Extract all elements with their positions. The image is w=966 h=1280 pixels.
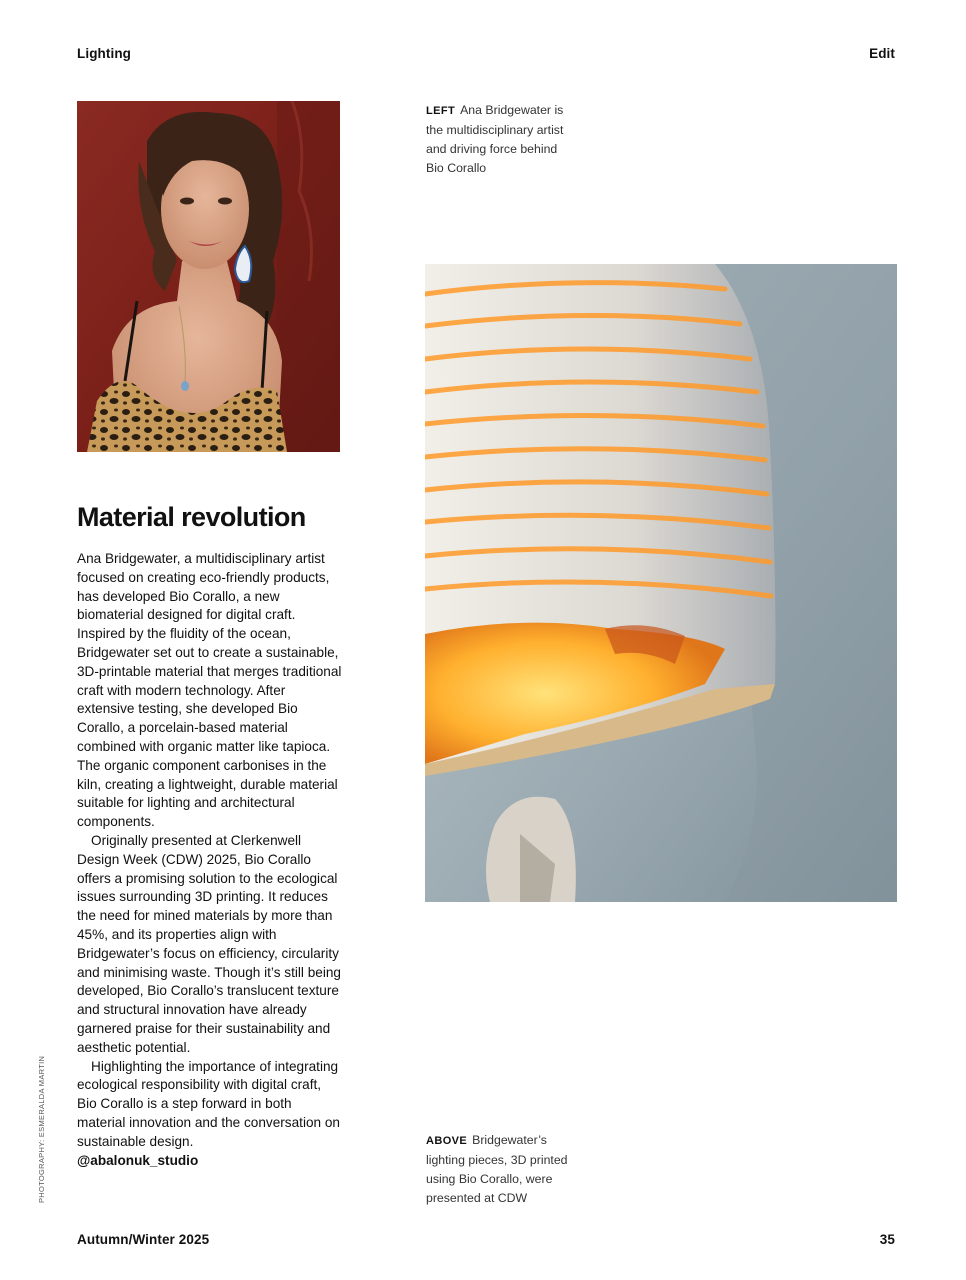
caption-line: using Bio Corallo, were	[426, 1172, 553, 1186]
caption-line: Bridgewater’s	[472, 1133, 547, 1147]
portrait-image	[77, 101, 340, 452]
category-label: Edit	[869, 46, 895, 61]
article-paragraph: Highlighting the importance of integrating ecological responsibility with digital craft, Bio Corallo is a step forward in both material innovation and the conversation on sustainable design.	[77, 1058, 340, 1149]
lamp-caption	[426, 1131, 606, 1208]
caption-label: ABOVE	[426, 1135, 468, 1147]
lamp-photo	[425, 264, 897, 902]
article-title: Material revolution	[77, 502, 306, 532]
caption-line: lighting pieces, 3D printed	[426, 1153, 568, 1167]
caption-line: presented at CDW	[426, 1191, 528, 1205]
caption-label: LEFT	[426, 105, 456, 117]
issue-label: Autumn/Winter 2025	[77, 1232, 210, 1247]
studio-handle: @abalonuk_studio	[77, 1152, 199, 1168]
photo-credit: PHOTOGRAPHY: ESMERALDA MARTIN	[37, 1055, 46, 1203]
article-paragraph: Ana Bridgewater, a multidisciplinary artist focused on creating eco-friendly products, has developed Bio Corallo, a new biomaterial designed for digital craft. Inspired by the fluidity of the ocean, Bridgewater set out to create a sustainable, 3D-printable material that merges traditional craft with modern technology. After extensive testing, she developed Bio Corallo, a porcelain-based material combined with organic matter like tapioca. The organic component carbonises in the kiln, creating a lightweight, durable material suitable for lighting and architectural components.	[77, 551, 342, 830]
article-body	[77, 550, 343, 1170]
portrait-caption	[426, 101, 606, 178]
caption-line: and driving force behind	[426, 142, 558, 156]
caption-line: the multidisciplinary artist	[426, 123, 564, 137]
caption-line: Bio Corallo	[426, 161, 487, 175]
page-number: 35	[879, 1232, 895, 1247]
article-paragraph: Originally presented at Clerkenwell Design Week (CDW) 2025, Bio Corallo offers a promising solution to the ecological issues surrounding 3D printing. It reduces the need for mined materials by more than 45%, and its properties align with Bridgewater’s focus on efficiency, circularity and minimising waste. Though it’s still being developed, Bio Corallo’s translucent texture and structural innovation have already garnered praise for their sustainability and aesthetic potential.	[77, 832, 341, 1055]
lamp-image	[425, 264, 897, 902]
section-name: Lighting	[77, 46, 132, 61]
portrait-photo	[77, 101, 340, 452]
caption-line: Ana Bridgewater is	[460, 103, 564, 117]
